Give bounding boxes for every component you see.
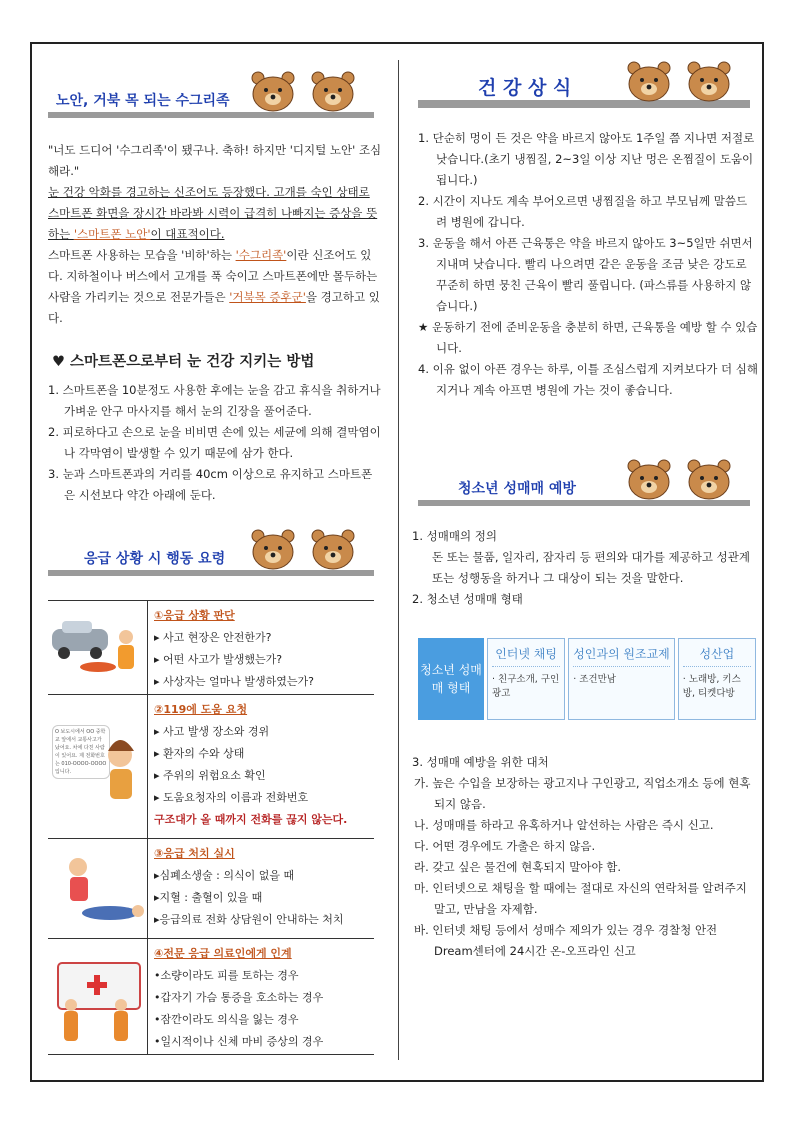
cpr-image [48,839,148,938]
measure-item: 가. 높은 수입을 보장하는 광고지나 구인광고, 직업소개소 등에 현혹되지 않음. [414,776,751,811]
step-3-line: ▸지혈 : 출혈이 있을 때 [154,891,263,904]
intro-text [48,140,382,329]
phone-note: O 보도시에서 OO 중학교 앞에서 교통사고가 났어요. 차에 다친 사람이 있어요. 제 전화번호는 010-OOOO-OOOO 입니다. [52,725,110,779]
step-2-line: ▸ 주위의 위험요소 확인 [154,769,266,782]
health-item-3: 3. 운동을 해서 아픈 근육통은 약을 바르지 않아도 3~5일만 쉬면서 지내며 낫습니다. 빨리 나으려면 같은 운동을 조금 낮은 강도로 꾸준히 하면 뭉친 근육이 빨리 풀립니다. (파스류를 사용하지 않습니다.) [418,236,753,313]
p1-tail: 이 대표적이다. [150,227,225,241]
teddy-bears-icon [620,58,740,102]
type-box-compensated-dating [568,638,675,720]
teddy-bears-icon [620,456,740,500]
protect-item-2: 2. 피로하다고 손으로 눈을 비비면 손에 있는 세균에 의해 결막염이나 각막염이 발생할 수 있기 때문에 삼가 한다. [48,425,381,460]
health-title: 건 강 상 식 [478,77,572,99]
emergency-row-1 [48,601,374,695]
phone-call-image [48,695,148,838]
definition-section [412,526,758,610]
teddy-bears-icon [244,68,364,112]
health-item-2: 2. 시간이 지나도 계속 부어오르면 냉찜질을 하고 부모님께 말씀드려 병원에 갑니다. [418,194,748,229]
types-heading: 2. 청소년 성매매 형태 [412,592,523,606]
health-list [418,128,758,401]
type-title: 인터넷 채팅 [492,645,560,667]
intro-paragraph-2 [48,245,382,329]
step-1-heading: ①응급 상황 판단 [154,609,235,622]
smartphone-presbyopia-term: '스마트폰 노안' [73,227,151,241]
emergency-row-4 [48,939,374,1055]
types-label: 청소년 성매매 형태 [418,638,484,720]
emergency-title: 응급 상황 시 행동 요령 [84,551,226,567]
column-divider [398,60,399,1060]
step-4-line: •갑자기 가슴 통증을 호소하는 경우 [154,991,324,1004]
p1-text: 눈 건강 악화를 경고하는 신조어도 등장했다. 고개를 숙인 상태로 스마트폰 화면을 장시간 바라봐 시력이 급격히 나빠지는 증상을 뜻하는 [48,185,378,241]
measure-item: 다. 어떤 경우에도 가출은 하지 않음. [414,839,596,853]
step-3-line: ▸응급의료 전화 상담원이 안내하는 처치 [154,913,344,926]
ambulance-image [48,939,148,1054]
step-4-heading: ④전문 응급 의료인에게 인계 [154,947,292,960]
definition-heading: 1. 성매매의 정의 [412,529,497,543]
step-3-line: ▸심폐소생술 : 의식이 없을 때 [154,869,295,882]
step-2-note: 구조대가 올 때까지 전화를 끊지 않는다. [154,813,348,826]
protect-item-3: 3. 눈과 스마트폰과의 거리를 40cm 이상으로 유지하고 스마트폰은 시선보다 약간 아래에 둔다. [48,467,373,502]
intro-quote: "너도 드디어 '수그리족'이 됐구나. 축하! 하지만 '디지털 노안' 조심해라." [48,143,382,178]
step-4-line: •잠깐이라도 의식을 잃는 경우 [154,1013,299,1026]
p2-text: 스마트폰 사용하는 모습을 '비하'하는 [48,248,236,262]
p2-mid: 이란 신조어도 있다. 지하철이나 버스에서 고개를 푹 숙이고 스마트폰에만 몰두하는 사람을 가리키는 것으로 전문가들은 [48,248,378,304]
type-desc: · 조건만남 [573,674,616,685]
measure-item: 마. 인터넷으로 채팅을 할 때에는 절대로 자신의 연락처를 알려주지 말고, 만남을 자제함. [414,881,747,916]
measures-heading: 3. 성매매 예방을 위한 대처 [412,755,549,769]
measure-item: 라. 갖고 싶은 물건에 현혹되지 말아야 함. [414,860,621,874]
health-item-1: 1. 단순히 멍이 든 것은 약을 바르지 않아도 1주일 쯤 지나면 저절로 낫습니다.(초기 냉찜질, 2~3일 이상 지난 멍은 온찜질이 도움이 됩니다.) [418,131,755,187]
measures-list [414,773,758,962]
health-item-4: 4. 이유 없이 아픈 경우는 하루, 이틀 조심스럽게 지켜보다가 더 심해지거나 계속 아프면 병원에 가는 것이 좋습니다. [418,362,759,397]
measure-item: 나. 성매매를 하라고 유혹하거나 알선하는 사람은 즉시 신고. [414,818,714,832]
sugeuri-term: '수그리족' [235,248,287,262]
step-2-line: ▸ 환자의 수와 상태 [154,747,245,760]
turtle-neck-term: '거북목 증후군' [229,290,306,304]
step-3-heading: ③응급 처치 실시 [154,847,235,860]
type-desc: · 친구소개, 구인광고 [492,674,560,699]
health-item-tip: ★ 운동하기 전에 준비운동을 충분히 하면, 근육통을 예방 할 수 있습니다. [418,320,758,355]
step-1-line: ▸ 어떤 사고가 발생했는가? [154,653,283,666]
step-1-line: ▸ 사고 현장은 안전한가? [154,631,272,644]
protect-item-1: 1. 스마트폰을 10분정도 사용한 후에는 눈을 감고 휴식을 취하거나 가벼운 안구 마사지를 해서 눈의 긴장을 풀어준다. [48,383,381,418]
measures-section [412,752,758,962]
type-title: 성인과의 원조교제 [573,645,670,667]
type-desc: · 노래방, 키스방, 티켓다방 [682,674,741,699]
emergency-table [48,600,374,1055]
step-1-line: ▸ 사상자는 얼마나 발생하였는가? [154,675,314,688]
emergency-banner [48,526,374,578]
step-2-line: ▸ 사고 발생 장소와 경위 [154,725,270,738]
health-banner [418,58,750,110]
protect-list [48,380,382,506]
emergency-row-2 [48,695,374,839]
teddy-bears-icon [244,526,364,570]
step-2-heading: ②119에 도움 요청 [154,703,248,716]
emergency-row-3 [48,839,374,939]
types-diagram [418,638,756,720]
type-title: 성산업 [683,645,751,667]
prevent-banner [418,456,750,508]
prevent-title: 청소년 성매매 예방 [458,481,576,497]
step-4-line: •소량이라도 피를 토하는 경우 [154,969,299,982]
measure-item: 바. 인터넷 채팅 등에서 성매수 제의가 있는 경우 경찰청 안전 Dream센터에 24시간 온-오프라인 신고 [414,923,718,958]
type-box-sex-industry [678,638,756,720]
left-title-banner [48,68,374,120]
intro-paragraph-1 [48,182,382,245]
accident-scene-image [48,601,148,694]
type-box-chat [487,638,565,720]
definition-body: 돈 또는 물품, 일자리, 잠자리 등 편의와 대가를 제공하고 성관계 또는 성행동을 하거나 그 대상이 되는 것을 말한다. [432,550,750,585]
step-2-line: ▸ 도움요청자의 이름과 전화번호 [154,791,309,804]
p2-tail: 을 경고하고 있다. [48,290,380,325]
left-title: 노안, 거북 목 되는 수그리족 [56,93,230,109]
protect-heading: ♥ 스마트폰으로부터 눈 건강 지키는 방법 [52,354,315,370]
step-4-line: •일시적이나 신체 마비 증상의 경우 [154,1035,324,1048]
